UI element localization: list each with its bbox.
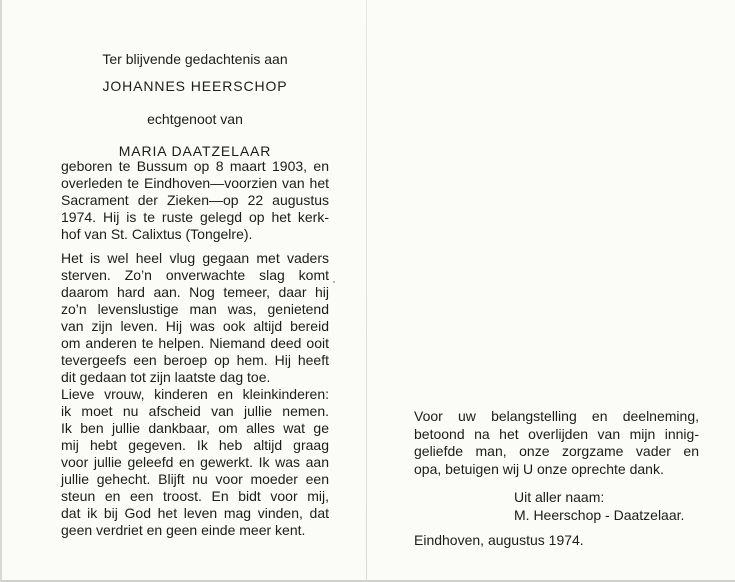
- message-line: van zijn leven. Hij was ook altijd bereid: [61, 318, 329, 334]
- thanks-line: opa, betuigen wij U onze oprechte dank.: [414, 460, 664, 477]
- right-panel: [414, 408, 699, 548]
- message-line: geen verdriet en geen einde meer kent.: [61, 522, 306, 538]
- message-line: Ik ben jullie dankbaar, om alles wat ge: [61, 420, 329, 436]
- message-line: mij hebt gegeven. Ik heb altijd graag: [61, 437, 329, 453]
- message-line: sterven. Zo’n onverwachte slag komt: [61, 267, 329, 283]
- thanks-paragraph: [414, 408, 699, 478]
- message-line: zo’n levenslustige man was, genietend: [61, 301, 329, 317]
- card-fold-line: [366, 0, 367, 582]
- memorial-heading: Ter blijvende gedachtenis aan: [102, 51, 288, 67]
- signoff-intro: Uit aller naam:: [514, 489, 605, 505]
- message-paragraph: [61, 250, 329, 539]
- signoff-name: M. Heerschop - Daatzelaar.: [514, 506, 685, 523]
- bio-line: 1974. Hij is te ruste gelegd op het kerk-: [61, 209, 329, 225]
- message-line: jullie gehecht. Blijft nu voor moeder een: [61, 471, 329, 487]
- message-line: tevergeefs een beroep op hem. Hij heeft: [61, 352, 329, 368]
- bio-line: hof van St. Calixtus (Tongelre).: [61, 226, 253, 242]
- message-line: om anderen te helpen. Niemand deed ooit: [61, 335, 329, 351]
- spouse-name: MARIA DAATZELAAR: [118, 143, 272, 159]
- bio-line: geboren te Bussum op 8 maart 1903, en: [61, 158, 329, 174]
- print-speck: [333, 281, 335, 283]
- message-line: daarom hard aan. Nog temeer, daar hij: [61, 284, 329, 300]
- spouse-intro: echtgenoot van: [147, 111, 243, 127]
- signature-block: [514, 489, 684, 524]
- message-line: voor jullie geleefd en gewerkt. Ik was aan: [61, 454, 329, 470]
- place-date: Eindhoven, augustus 1974.: [414, 532, 584, 548]
- thanks-line: betoond na het overlijden van mijn innig-: [414, 425, 699, 442]
- message-line: dit gedaan tot zijn laatste dag toe.: [61, 369, 271, 385]
- message-line: ik moet nu afscheid van jullie nemen.: [61, 403, 329, 419]
- message-line: Het is wel heel vlug gegaan met vaders: [61, 250, 329, 266]
- bio-line: overleden te Eindhoven—voorzien van het: [61, 175, 329, 191]
- message-line: steun en een troost. En bidt voor mij,: [61, 488, 329, 504]
- thanks-line: geliefde man, onze zorgzame vader en: [414, 443, 699, 459]
- thanks-line: Voor uw belangstelling en deelneming,: [414, 408, 699, 424]
- deceased-name: JOHANNES HEERSCHOP: [102, 78, 288, 94]
- bio-line: Sacrament der Zieken—op 22 augustus: [61, 192, 329, 208]
- biography-paragraph: [61, 158, 329, 243]
- message-line: dat ik bij God het leven mag vinden, dat: [61, 505, 329, 521]
- message-line: Lieve vrouw, kinderen en kleinkinderen:: [61, 386, 329, 402]
